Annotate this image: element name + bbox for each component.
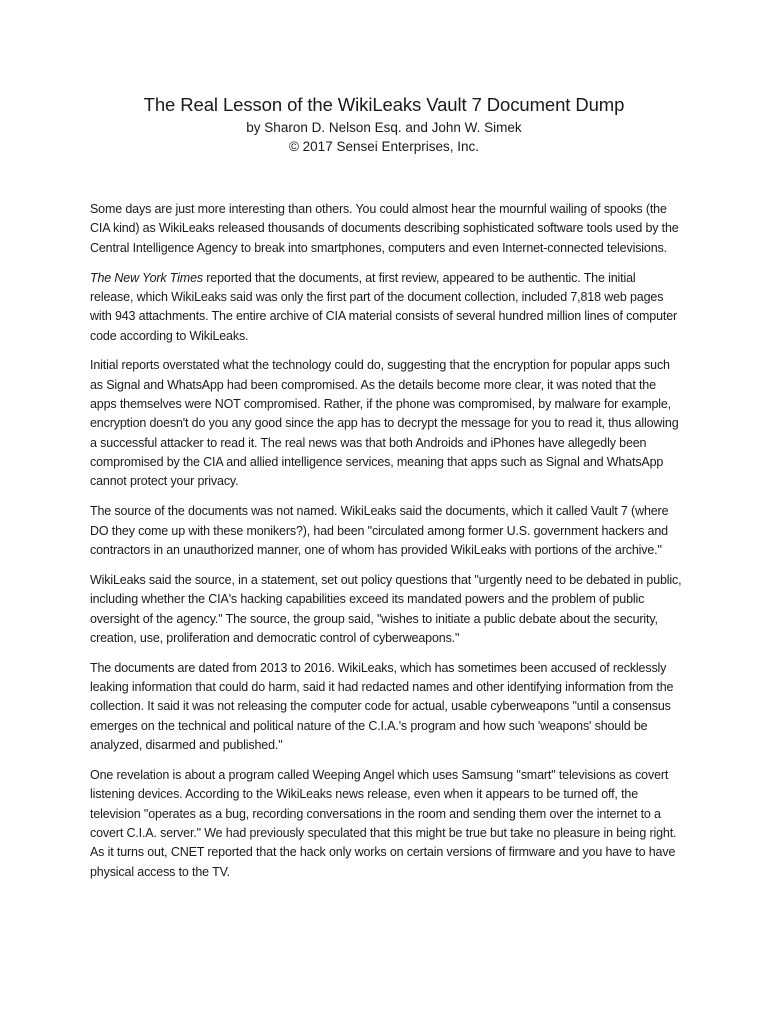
byline: by Sharon D. Nelson Esq. and John W. Simek	[246, 120, 522, 135]
paragraph-5	[90, 571, 682, 648]
paragraph-4	[90, 502, 682, 560]
paragraph-text: Some days are just more interesting than others. You could almost hear the mournful wailing of spooks (the CIA kind) as WikiLeaks released thousands of documents describing sophisticated software tools used by the Central Intelligence Agency to break into smartphones, computers and even Internet-connected televisions.	[90, 202, 679, 255]
paragraph-text: WikiLeaks said the source, in a statement, set out policy questions that "urgently need to be debated in public, including whether the CIA's hacking capabilities exceed its mandated powers and the problem of public oversight of the agency." The source, the group said, "wishes to initiate a public debate about the security, creation, use, proliferation and democratic control of cyberweapons."	[90, 572, 682, 645]
document-title: The Real Lesson of the WikiLeaks Vault 7 Document Dump	[143, 94, 625, 115]
paragraph-text: One revelation is about a program called Weeping Angel which uses Samsung "smart" televisions as covert listening devices. According to the WikiLeaks news release, even when it appears to be turned off, the television "operates as a bug, recording conversations in the room and sending them over the internet to a covert C.I.A. server." We had previously speculated that this might be true but take no pleasure in being right. As it turns out, CNET reported that the hack only works on certain versions of firmware and you have to have physical access to the TV.	[90, 767, 677, 879]
paragraph-7	[90, 766, 682, 882]
copyright-notice: © 2017 Sensei Enterprises, Inc.	[288, 139, 480, 154]
paragraph-1	[90, 200, 682, 258]
paragraph-text: The documents are dated from 2013 to 2016. WikiLeaks, which has sometimes been accused of recklessly leaking information that could do harm, said it had redacted names and other identifying information from the collection. It said it was not releasing the computer code for actual, usable cyberweapons "until a consensus emerges on the technical and political nature of the C.I.A.'s program and how such 'weapons' should be analyzed, disarmed and published."	[90, 660, 674, 753]
paragraph-6	[90, 659, 682, 756]
paragraph-text: reported that the documents, at first review, appeared to be authentic. The initial release, which WikiLeaks said was only the first part of the document collection, included 7,818 web pages with 943 attachments. The entire archive of CIA material consists of several hundred million lines of computer code according to WikiLeaks.	[90, 270, 678, 343]
document-header	[0, 94, 768, 156]
paragraph-text: The source of the documents was not named. WikiLeaks said the documents, which it called Vault 7 (where DO they come up with these monikers?), had been "circulated among former U.S. government hackers and contractors in an unauthorized manner, one of whom has provided WikiLeaks with portions of the archive."	[90, 504, 669, 557]
paragraph-3	[90, 356, 682, 491]
paragraph-2	[90, 269, 682, 346]
article-body	[90, 200, 682, 893]
publication-name: The New York Times	[90, 270, 203, 285]
paragraph-text: Initial reports overstated what the technology could do, suggesting that the encryption for popular apps such as Signal and WhatsApp had been compromised. As the details become more clear, it was noted that the apps themselves were NOT compromised. Rather, if the phone was compromised, by malware for example, encryption doesn't do you any good since the app has to decrypt the message for you to read it, thus allowing a successful attacker to read it. The real news was that both Androids and iPhones have allegedly been compromised by the CIA and allied intelligence services, meaning that apps such as Signal and WhatsApp cannot protect your privacy.	[90, 358, 679, 489]
